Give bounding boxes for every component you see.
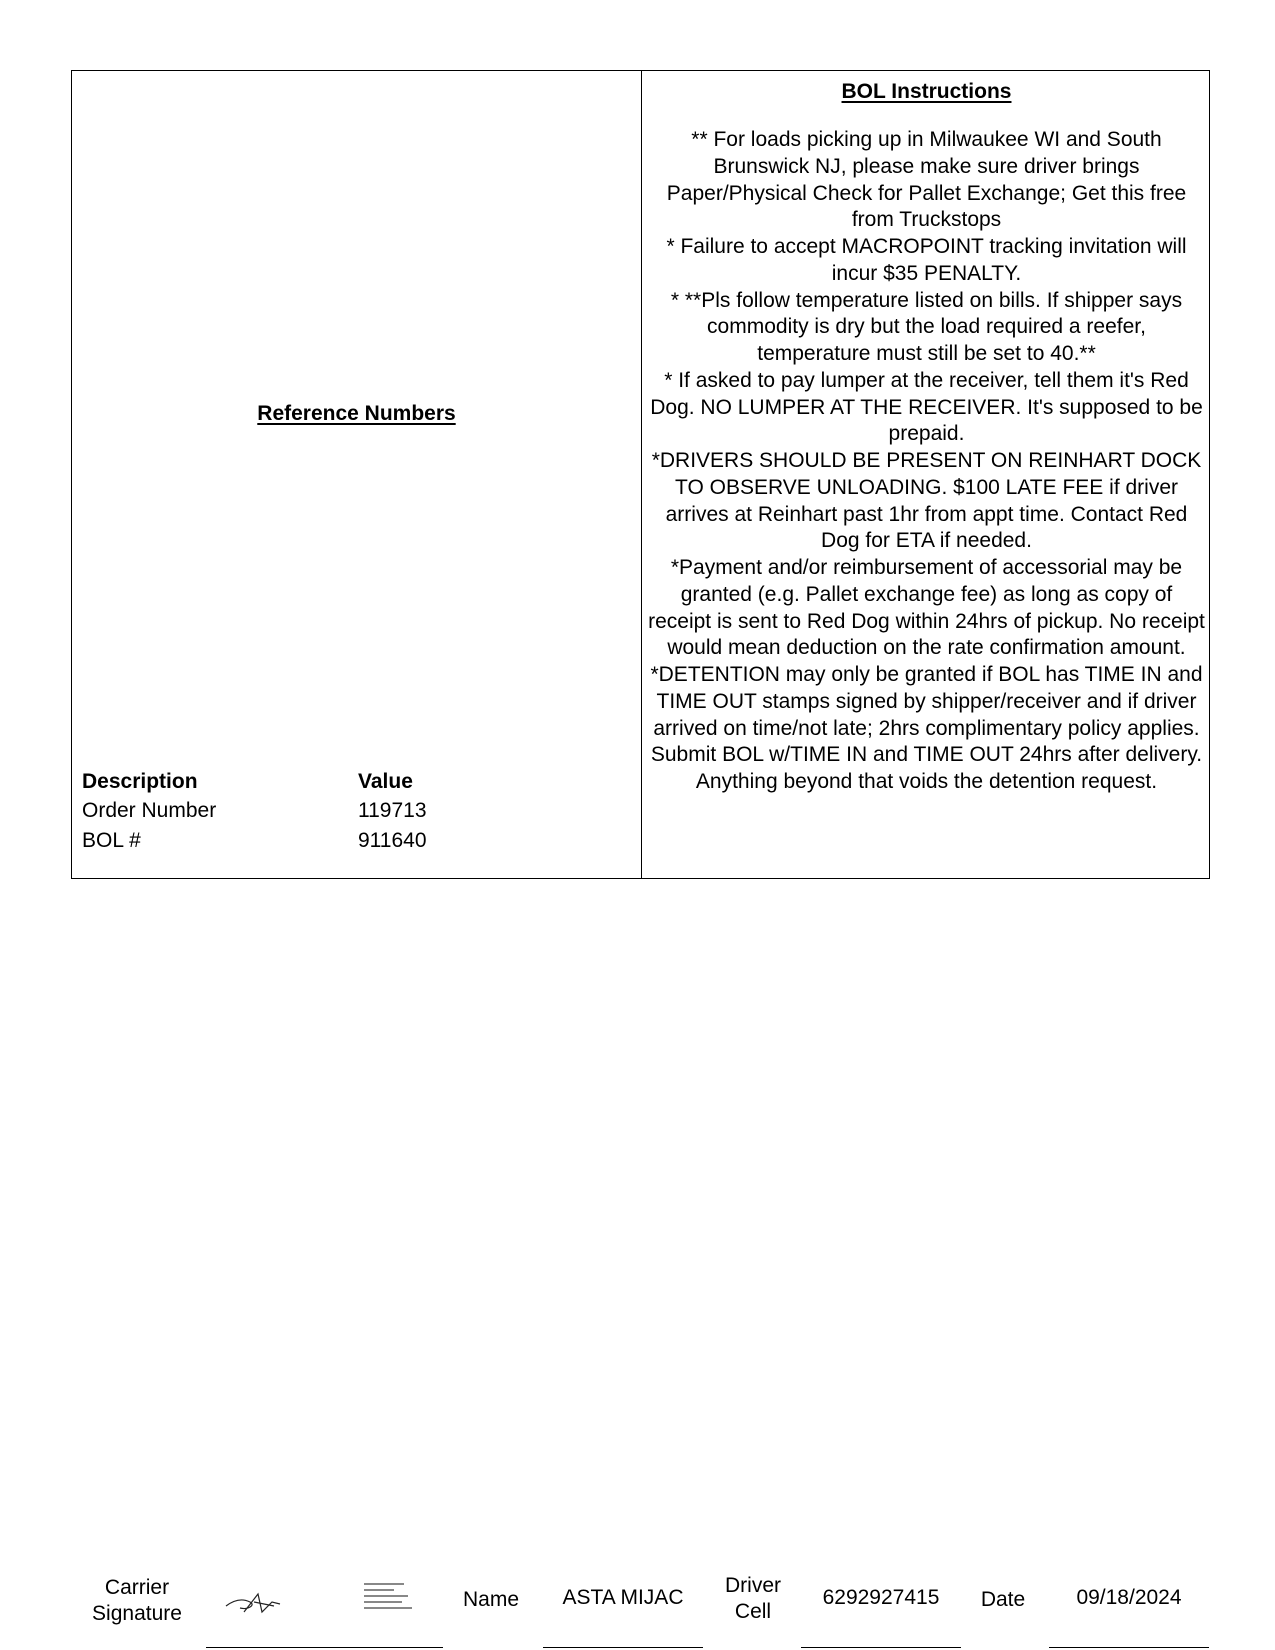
driver-cell-label: Driver Cell bbox=[725, 1574, 781, 1623]
instructions-box bbox=[71, 70, 1210, 879]
instruction-temperature: * **Pls follow temperature listed on bills. If shipper says commodity is dry but the load required a reefer, temperature must still be set to 40.** bbox=[670, 288, 1183, 365]
carrier-signature-image bbox=[224, 1590, 282, 1616]
instruction-detention: *DETENTION may only be granted if BOL has TIME IN and TIME OUT stamps signed by shipper/receiver and if driver arrived on time/not late; 2hrs complimentary policy applies. Submit BOL w/TIME IN and TIME OUT 24hrs after delivery. Anything beyond that voids the detention request. bbox=[650, 663, 1203, 793]
driver-cell-value: 6292927415 bbox=[822, 1586, 940, 1609]
name-value: ASTA MIJAC bbox=[562, 1586, 684, 1609]
signature-footer bbox=[0, 1575, 1275, 1650]
table-row bbox=[82, 826, 427, 856]
date-label: Date bbox=[980, 1588, 1026, 1611]
instruction-accessorial: *Payment and/or reimbursement of accessorial may be granted (e.g. Pallet exchange fee) as long as copy of receipt is sent to Red Dog within 24hrs of pickup. No receipt would mean deduction on the rate confirmation amount. bbox=[648, 556, 1205, 660]
table-row bbox=[82, 797, 427, 827]
reference-table-header bbox=[82, 767, 427, 797]
date-value: 09/18/2024 bbox=[1076, 1586, 1182, 1609]
value-column-header: Value bbox=[358, 769, 413, 793]
instruction-pallet-exchange: ** For loads picking up in Milwaukee WI and South Brunswick NJ, please make sure driver brings Paper/Physical Check for Pallet Exchange; Get this free from Truckstops bbox=[666, 128, 1187, 232]
reference-numbers-title: Reference Numbers bbox=[257, 402, 456, 425]
bol-number-label: BOL # bbox=[82, 828, 141, 852]
signature-line bbox=[206, 1647, 443, 1648]
reference-table bbox=[82, 767, 427, 856]
digital-signature-stamp bbox=[364, 1579, 414, 1613]
instruction-macropoint: * Failure to accept MACROPOINT tracking invitation will incur $35 PENALTY. bbox=[666, 235, 1187, 285]
carrier-signature-label: Carrier Signature bbox=[92, 1576, 182, 1625]
instruction-unloading: *DRIVERS SHOULD BE PRESENT ON REINHART DOCK TO OBSERVE UNLOADING. $100 LATE FEE if driver arrives at Reinhart past 1hr from appt time. Contact Red Dog for ETA if needed. bbox=[651, 449, 1202, 553]
name-line bbox=[543, 1647, 703, 1648]
order-number-value: 119713 bbox=[358, 799, 427, 823]
driver-cell-line bbox=[801, 1647, 961, 1648]
description-column-header: Description bbox=[82, 769, 198, 793]
order-number-label: Order Number bbox=[82, 799, 217, 823]
bol-instructions-text bbox=[648, 127, 1205, 796]
date-line bbox=[1049, 1647, 1209, 1648]
bol-instructions-title: BOL Instructions bbox=[841, 80, 1012, 103]
name-label: Name bbox=[462, 1588, 520, 1611]
bol-number-value: 911640 bbox=[358, 828, 427, 852]
column-divider bbox=[641, 71, 642, 878]
instruction-lumper: * If asked to pay lumper at the receiver, tell them it's Red Dog. NO LUMPER AT THE RECEIVER. It's supposed to be prepaid. bbox=[650, 368, 1203, 446]
